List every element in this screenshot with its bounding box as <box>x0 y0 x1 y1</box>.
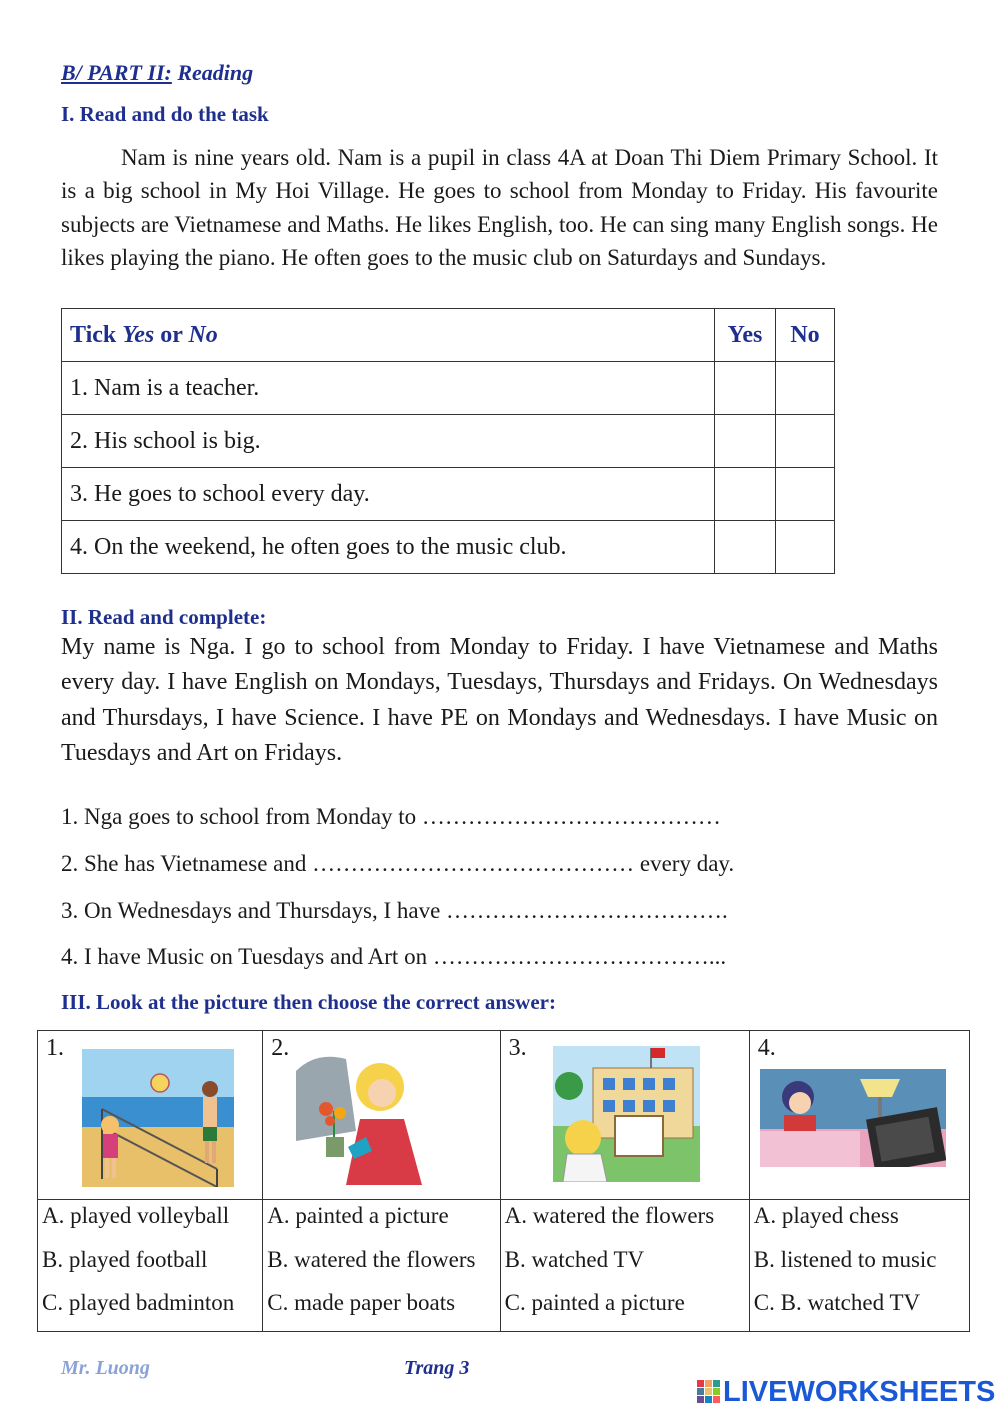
liveworksheets-grid-icon <box>697 1380 721 1404</box>
options-cell <box>263 1200 500 1332</box>
picture-number: 4. <box>757 1035 776 1061</box>
table-header <box>62 309 715 362</box>
girl-painting-school-picture <box>553 1046 700 1182</box>
no-checkbox-cell[interactable] <box>776 521 835 574</box>
table-row <box>62 521 835 574</box>
yes-checkbox-cell[interactable] <box>715 415 776 468</box>
no-checkbox-cell[interactable] <box>776 415 835 468</box>
section-2-title: II. Read and complete: <box>61 605 267 629</box>
picture-cell <box>38 1031 263 1200</box>
picture-cell <box>500 1031 749 1200</box>
section-1-passage <box>61 141 938 274</box>
picture-cell <box>263 1031 500 1200</box>
head-no-word: No <box>188 321 218 348</box>
footer-author: Mr. Luong <box>61 1357 150 1379</box>
option-c[interactable]: C. B. watched TV <box>753 1290 921 1315</box>
picture-choice-table <box>37 1030 970 1332</box>
liveworksheets-logo[interactable] <box>697 1377 995 1407</box>
yes-checkbox-cell[interactable] <box>715 521 776 574</box>
statement: 1. Nam is a teacher. <box>62 362 715 415</box>
head-or: or <box>160 321 183 348</box>
no-checkbox-cell[interactable] <box>776 362 835 415</box>
boy-watching-tv-picture <box>760 1069 946 1167</box>
part-title <box>61 60 253 86</box>
options-cell <box>500 1200 749 1332</box>
passage-text: Nam is nine years old. Nam is a pupil in class 4A at Doan Thi Diem Primary School. It is a big school in My Hoi Village. He goes to school from Monday to Friday. His favourite subjects are Vietnamese and Maths. He likes English, too. He can sing many English songs. He likes playing the piano. He often goes to the music club on Saturdays and Sundays. <box>61 145 938 270</box>
option-c[interactable]: C. made paper boats <box>267 1290 456 1315</box>
statement: 2. His school is big. <box>62 415 715 468</box>
option-b[interactable]: B. listened to music <box>753 1246 937 1272</box>
fill-item-1[interactable]: 1. Nga goes to school from Monday to ………………………………… <box>61 804 721 829</box>
picture-number: 3. <box>508 1035 527 1061</box>
table-row <box>62 415 835 468</box>
statement: 4. On the weekend, he often goes to the music club. <box>62 521 715 574</box>
option-a[interactable]: A. watered the flowers <box>504 1203 715 1228</box>
picture-cell <box>749 1031 969 1200</box>
option-b[interactable]: B. watered the flowers <box>267 1246 476 1272</box>
fill-item-3[interactable]: 3. On Wednesdays and Thursdays, I have ………………………………. <box>61 898 728 923</box>
section-3-title: III. Look at the picture then choose the correct answer: <box>61 990 556 1014</box>
table-row <box>62 362 835 415</box>
yes-checkbox-cell[interactable] <box>715 362 776 415</box>
section-2-passage <box>61 630 938 771</box>
part-name: Reading <box>177 60 254 85</box>
option-c[interactable]: C. painted a picture <box>504 1290 685 1315</box>
part-prefix: B/ PART II: <box>61 60 172 85</box>
section-1-title: I. Read and do the task <box>61 102 269 126</box>
fill-item-4[interactable]: 4. I have Music on Tuesdays and Art on ………………………………... <box>61 944 727 969</box>
fill-item-2[interactable]: 2. She has Vietnamese and …………………………………… every day. <box>61 851 735 876</box>
picture-number: 1. <box>46 1035 64 1061</box>
picture-number: 2. <box>271 1035 290 1061</box>
passage-text: My name is Nga. I go to school from Monday to Friday. I have Vietnamese and Maths every day. I have English on Mondays, Tuesdays, Thursdays and Fridays. On Wednesdays and Thursdays, I have Science. I have PE on Mondays and Wednesdays. I have Music on Tuesdays and Art on Fridays. <box>61 634 938 766</box>
brand-name: LIVEWORKSHEETS <box>723 1375 996 1408</box>
option-a[interactable]: A. painted a picture <box>267 1203 449 1228</box>
statement: 3. He goes to school every day. <box>62 468 715 521</box>
option-b[interactable]: B. watched TV <box>504 1246 645 1272</box>
table-row <box>62 468 835 521</box>
option-a[interactable]: A. played volleyball <box>42 1203 230 1228</box>
option-b[interactable]: B. played football <box>42 1246 208 1272</box>
head-tick: Tick <box>70 321 117 348</box>
no-checkbox-cell[interactable] <box>776 468 835 521</box>
yes-no-table <box>61 308 835 574</box>
footer-page: Trang 3 <box>404 1357 470 1379</box>
volleyball-beach-picture <box>82 1049 234 1187</box>
option-a[interactable]: A. played chess <box>753 1203 899 1228</box>
option-c[interactable]: C. played badminton <box>42 1290 235 1315</box>
options-cell <box>749 1200 969 1332</box>
col-yes-header: Yes <box>715 309 776 362</box>
options-cell <box>38 1200 263 1332</box>
yes-checkbox-cell[interactable] <box>715 468 776 521</box>
col-no-header: No <box>776 309 835 362</box>
girl-watering-flowers-picture <box>296 1051 438 1185</box>
head-yes-word: Yes <box>122 321 155 348</box>
